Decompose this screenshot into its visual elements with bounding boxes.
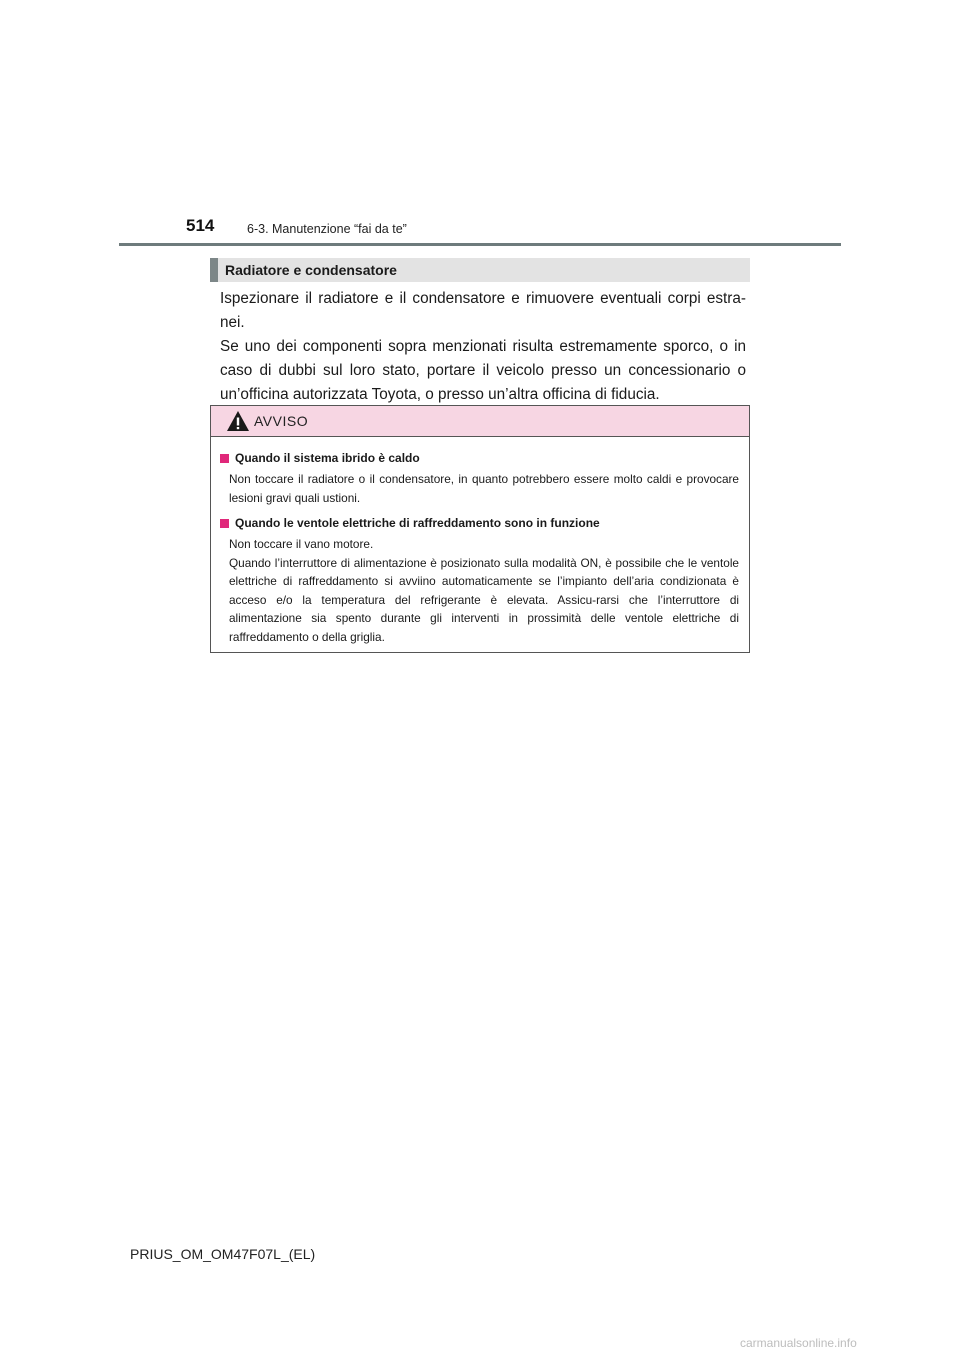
warning-paragraph: Non toccare il vano motore. (229, 537, 374, 551)
document-code: PRIUS_OM_OM47F07L_(EL) (130, 1246, 316, 1262)
chapter-title: 6-3. Manutenzione “fai da te” (247, 222, 407, 236)
warning-header (211, 406, 749, 437)
warning-item-title (220, 515, 739, 532)
warning-body (211, 437, 749, 646)
paragraph: Se uno dei componenti sopra menzionati risulta estremamente sporco, o in caso di dubbi sul loro stato, portare il veicolo presso un concessionario o un’officina autorizzata Toyota, o presso un’altra officina di fiducia. (220, 338, 746, 403)
warning-title: AVVISO (254, 413, 309, 429)
warning-item-title (220, 450, 739, 467)
warning-item (220, 515, 739, 646)
warning-paragraph: Quando l’interruttore di alimentazione è posizionato sulla modalità ON, è possibile che le ventole elettriche di raffreddamento si avviino automaticamente se l’impianto dell’aria condizionata è acceso e/o la temperatura del refrigerante è elevata. Assicu-rarsi che l’interruttore di alimentazione sia spento durante gli interventi in prossimità delle ventole elettriche di raffreddamento o della griglia. (229, 555, 739, 644)
warning-item-title-text: Quando il sistema ibrido è caldo (235, 451, 420, 465)
bullet-square-icon (220, 519, 229, 528)
paragraph: Ispezionare il radiatore e il condensatore e rimuovere eventuali corpi estra-nei. (220, 290, 746, 331)
warning-item-title-text: Quando le ventole elettriche di raffreddamento sono in funzione (235, 516, 600, 530)
warning-item-text (220, 535, 739, 646)
page-number: 514 (186, 216, 215, 235)
bullet-square-icon (220, 454, 229, 463)
warning-box (210, 405, 750, 653)
section-heading: Radiatore e condensatore (210, 258, 750, 282)
warning-triangle-icon (226, 410, 250, 432)
warning-paragraph: Non toccare il radiatore o il condensatore, in quanto potrebbero essere molto caldi e provocare lesioni gravi quali ustioni. (229, 472, 739, 505)
warning-item-text (220, 470, 739, 507)
warning-item (220, 450, 739, 507)
watermark: carmanualsonline.info (740, 1336, 857, 1350)
section-body (220, 287, 746, 407)
header-rule (119, 243, 841, 246)
